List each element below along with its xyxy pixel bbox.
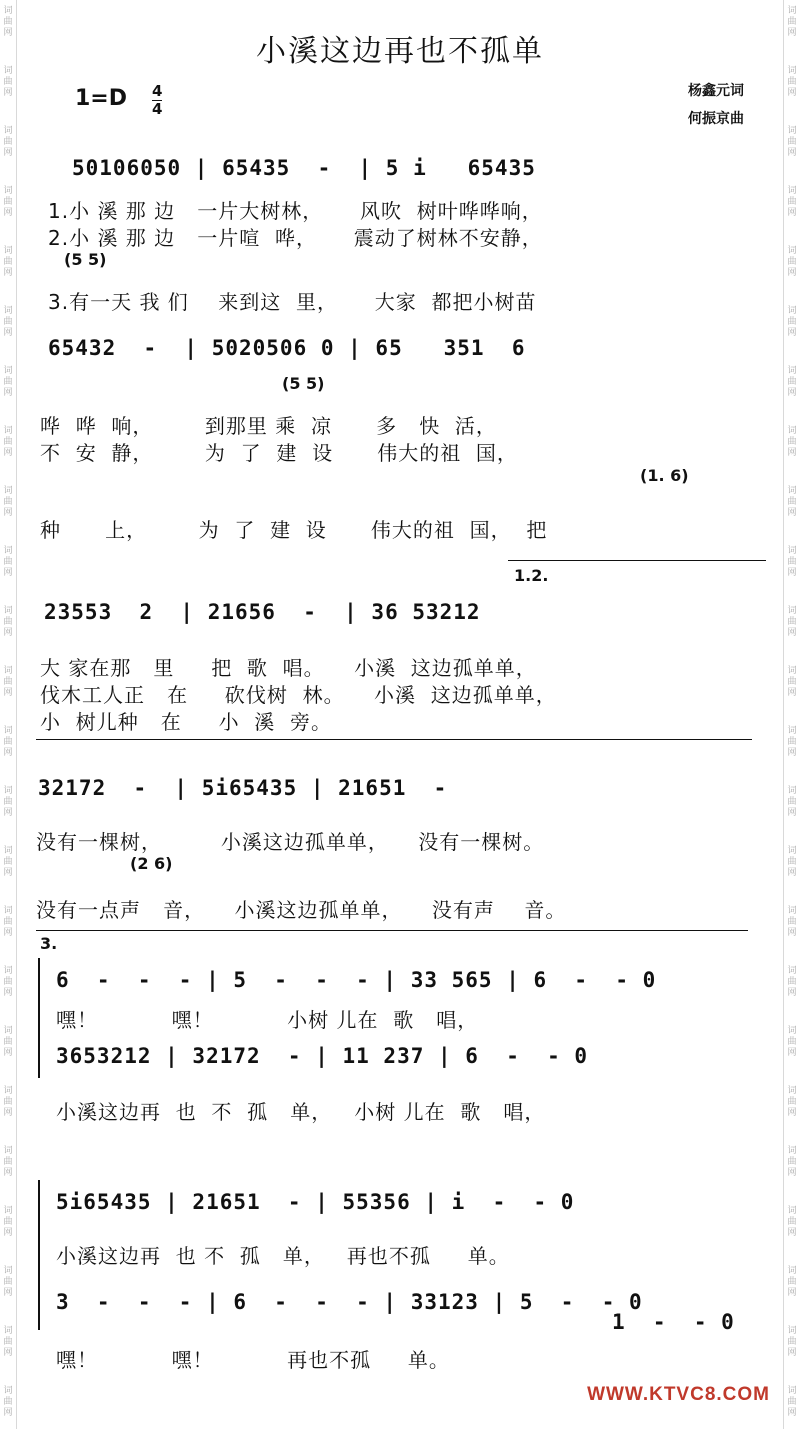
margin-watermark-char: 网: [3, 868, 13, 878]
margin-watermark-char: 网: [3, 88, 13, 98]
margin-watermark-char: 词: [3, 246, 13, 256]
margin-watermark-char: 曲: [787, 1217, 797, 1227]
lyric-line: 2.小 溪 那 边 一片喧 哗， 震动了树林不安静，: [48, 226, 543, 250]
margin-watermark-char: 网: [787, 328, 797, 338]
margin-watermark-char: 词: [3, 6, 13, 16]
paren-note: (5 5): [64, 250, 107, 269]
margin-watermark-char: 词: [787, 1086, 797, 1096]
margin-watermark-char: 词: [3, 486, 13, 496]
time-top: 4: [152, 82, 163, 100]
notation-row-3: 23553 2 | 21656 - | 36 53212: [44, 600, 481, 624]
lyric-line: 没有一棵树， 小溪这边孤单单， 没有一棵树。: [36, 830, 545, 854]
notation-row-4: 32172 - | 5i65435 | 21651 -: [38, 776, 448, 800]
margin-watermark-char: 曲: [787, 1037, 797, 1047]
margin-watermark-char: 曲: [787, 497, 797, 507]
margin-watermark-char: 网: [787, 1108, 797, 1118]
margin-watermark-char: 词: [787, 366, 797, 376]
margin-watermark-char: 曲: [787, 677, 797, 687]
notation-row-7: 5i65435 | 21651 - | 55356 | i - - 0: [56, 1190, 575, 1214]
margin-watermark-char: 网: [787, 688, 797, 698]
margin-watermark-char: 词: [787, 306, 797, 316]
margin-watermark-char: 词: [787, 126, 797, 136]
lyric-line: 小 树儿种 在 小 溪 旁。: [40, 710, 333, 734]
margin-watermark-char: 词: [787, 666, 797, 676]
margin-watermark-char: 曲: [787, 917, 797, 927]
margin-watermark-char: 网: [787, 388, 797, 398]
margin-watermark-char: 曲: [3, 1217, 13, 1227]
margin-watermark-char: 网: [787, 988, 797, 998]
system-brace: [38, 1180, 40, 1330]
margin-watermark-char: 网: [3, 988, 13, 998]
paren-note: (1. 6): [640, 466, 689, 485]
margin-watermark-char: 曲: [3, 1157, 13, 1167]
margin-watermark-char: 曲: [3, 797, 13, 807]
margin-watermark-char: 词: [787, 1266, 797, 1276]
volta-3-label: 3.: [40, 934, 58, 953]
margin-watermark-char: 网: [3, 148, 13, 158]
margin-watermark-char: 网: [3, 1048, 13, 1058]
margin-watermark-char: 词: [3, 1086, 13, 1096]
margin-watermark-char: 词: [787, 1386, 797, 1396]
margin-watermark-char: 曲: [787, 197, 797, 207]
margin-watermark-char: 曲: [787, 1157, 797, 1167]
margin-watermark-char: 词: [3, 546, 13, 556]
lyric-line: 1.小 溪 那 边 一片大树林， 风吹 树叶哗哗响，: [48, 199, 543, 223]
margin-watermark-char: 词: [3, 306, 13, 316]
margin-watermark-char: 网: [3, 688, 13, 698]
margin-watermark-char: 网: [787, 928, 797, 938]
margin-watermark-char: 网: [3, 1348, 13, 1358]
margin-watermark-char: 曲: [3, 917, 13, 927]
margin-watermark-char: 词: [787, 486, 797, 496]
margin-watermark-char: 网: [3, 1408, 13, 1418]
lyricist-credit: 杨鑫元词: [688, 83, 744, 99]
margin-watermark-char: 曲: [3, 557, 13, 567]
lyric-line: 小溪这边再 也 不 孤 单， 再也不孤 单。: [56, 1244, 510, 1268]
right-margin-strip: [783, 0, 800, 1429]
margin-watermark-char: 词: [787, 246, 797, 256]
margin-watermark-char: 词: [3, 1206, 13, 1216]
margin-watermark-char: 曲: [787, 1277, 797, 1287]
left-margin-strip: [0, 0, 17, 1429]
section-rule: [36, 739, 752, 740]
margin-watermark-char: 网: [3, 628, 13, 638]
margin-watermark-char: 词: [787, 426, 797, 436]
margin-watermark-char: 网: [787, 268, 797, 278]
margin-watermark-char: 网: [787, 868, 797, 878]
margin-watermark-char: 网: [787, 568, 797, 578]
margin-watermark-char: 词: [787, 1026, 797, 1036]
margin-watermark-char: 网: [3, 508, 13, 518]
margin-watermark-char: 曲: [787, 797, 797, 807]
margin-watermark-char: 曲: [3, 17, 13, 27]
key-signature: 1=D: [75, 86, 128, 111]
notation-row-1: 50106050 | 65435 - | 5 i 65435: [72, 156, 536, 180]
margin-watermark-char: 曲: [3, 317, 13, 327]
margin-watermark-char: 词: [3, 426, 13, 436]
margin-watermark-char: 词: [3, 366, 13, 376]
margin-watermark-char: 网: [3, 208, 13, 218]
margin-watermark-char: 网: [787, 208, 797, 218]
margin-watermark-char: 词: [3, 1266, 13, 1276]
margin-watermark-char: 曲: [3, 77, 13, 87]
margin-watermark-char: 曲: [3, 857, 13, 867]
volta-1-2-label: 1.2.: [514, 566, 549, 585]
margin-watermark-char: 网: [787, 808, 797, 818]
margin-watermark-char: 曲: [3, 977, 13, 987]
margin-watermark-char: 网: [787, 1048, 797, 1058]
margin-watermark-char: 词: [3, 846, 13, 856]
margin-watermark-char: 词: [3, 906, 13, 916]
song-title: 小溪这边再也不孤单: [256, 34, 544, 69]
margin-watermark-char: 网: [787, 1228, 797, 1238]
margin-watermark-char: 网: [3, 388, 13, 398]
margin-watermark-char: 曲: [787, 77, 797, 87]
composer-credit: 何振京曲: [688, 111, 744, 127]
margin-watermark-char: 词: [3, 726, 13, 736]
margin-watermark-char: 网: [3, 1288, 13, 1298]
margin-watermark-char: 词: [3, 1026, 13, 1036]
margin-watermark-char: 曲: [3, 1097, 13, 1107]
lyric-line: 种 上， 为 了 建 设 伟大的祖 国， 把: [40, 518, 548, 542]
margin-watermark-char: 词: [787, 1326, 797, 1336]
margin-watermark-char: 词: [787, 1206, 797, 1216]
margin-watermark-char: 曲: [787, 437, 797, 447]
margin-watermark-char: 曲: [787, 857, 797, 867]
margin-watermark-char: 曲: [3, 497, 13, 507]
margin-watermark-char: 词: [3, 666, 13, 676]
margin-watermark-char: 词: [3, 66, 13, 76]
margin-watermark-char: 词: [787, 66, 797, 76]
margin-watermark-char: 网: [787, 1168, 797, 1178]
lyric-line: 伐木工人正 在 砍伐树 林。 小溪 这边孤单单，: [40, 683, 557, 707]
notation-row-8: 3 - - - | 6 - - - | 33123 | 5 - - 0: [56, 1290, 643, 1314]
margin-watermark-char: 词: [3, 186, 13, 196]
system-brace: [38, 958, 40, 1078]
margin-watermark-char: 词: [787, 786, 797, 796]
volta-bracket: [508, 560, 766, 561]
margin-watermark-char: 曲: [3, 437, 13, 447]
lyric-line: 没有一点声 音， 小溪这边孤单单， 没有声 音。: [36, 898, 567, 922]
margin-watermark-char: 网: [3, 568, 13, 578]
margin-watermark-char: 网: [787, 508, 797, 518]
margin-watermark-char: 网: [3, 808, 13, 818]
margin-watermark-char: 曲: [3, 137, 13, 147]
margin-watermark-char: 词: [3, 966, 13, 976]
margin-watermark-char: 曲: [787, 1397, 797, 1407]
margin-watermark-char: 网: [3, 1108, 13, 1118]
margin-watermark-char: 曲: [787, 557, 797, 567]
margin-watermark-char: 网: [3, 928, 13, 938]
margin-watermark-char: 词: [787, 726, 797, 736]
margin-watermark-char: 网: [3, 1228, 13, 1238]
margin-watermark-char: 词: [3, 1326, 13, 1336]
margin-watermark-char: 网: [787, 1288, 797, 1298]
margin-watermark-char: 词: [787, 546, 797, 556]
margin-watermark-char: 曲: [3, 677, 13, 687]
margin-watermark-char: 网: [787, 148, 797, 158]
margin-watermark-char: 词: [3, 1146, 13, 1156]
lyric-line: 嘿！ 嘿！ 小树 儿在 歌 唱，: [56, 1008, 479, 1032]
margin-watermark-char: 网: [787, 1408, 797, 1418]
margin-watermark-char: 网: [787, 448, 797, 458]
margin-watermark-char: 曲: [3, 377, 13, 387]
margin-watermark-char: 词: [787, 1146, 797, 1156]
margin-watermark-char: 网: [3, 448, 13, 458]
paren-note: (5 5): [282, 374, 325, 393]
lyric-line: 3.有一天 我 们 来到这 里， 大家 都把小树苗: [48, 290, 537, 314]
margin-watermark-char: 词: [787, 186, 797, 196]
notation-row-2: 65432 - | 5020506 0 | 65 351 6: [48, 336, 526, 360]
margin-watermark-char: 曲: [3, 1337, 13, 1347]
margin-watermark-char: 网: [787, 748, 797, 758]
lyric-line: 嘿！ 嘿！ 再也不孤 单。: [56, 1348, 450, 1372]
time-bottom: 4: [152, 100, 163, 118]
margin-watermark-char: 曲: [787, 617, 797, 627]
margin-watermark-char: 曲: [3, 737, 13, 747]
margin-watermark-char: 网: [787, 628, 797, 638]
margin-watermark-char: 词: [787, 966, 797, 976]
margin-watermark-char: 曲: [787, 17, 797, 27]
margin-watermark-char: 曲: [787, 137, 797, 147]
lyric-line: 大 家在那 里 把 歌 唱。 小溪 这边孤单单，: [40, 656, 537, 680]
margin-watermark-char: 网: [3, 1168, 13, 1178]
paren-note: (2 6): [130, 854, 173, 873]
margin-watermark-char: 词: [3, 786, 13, 796]
margin-watermark-char: 词: [3, 126, 13, 136]
margin-watermark-char: 网: [787, 88, 797, 98]
margin-watermark-char: 网: [3, 268, 13, 278]
margin-watermark-char: 词: [3, 1386, 13, 1396]
volta-bracket: [36, 930, 748, 931]
margin-watermark-char: 曲: [787, 377, 797, 387]
lyric-line: 不 安 静， 为 了 建 设 伟大的祖 国，: [40, 441, 518, 465]
margin-watermark-char: 曲: [3, 197, 13, 207]
final-lower-note: 1 - - 0: [612, 1310, 735, 1334]
margin-watermark-char: 词: [787, 846, 797, 856]
margin-watermark-char: 网: [3, 28, 13, 38]
margin-watermark-char: 词: [787, 906, 797, 916]
margin-watermark-char: 词: [3, 606, 13, 616]
site-watermark: WWW.KTVC8.COM: [587, 1384, 770, 1405]
margin-watermark-char: 网: [3, 748, 13, 758]
margin-watermark-char: 曲: [787, 317, 797, 327]
margin-watermark-char: 曲: [3, 1397, 13, 1407]
notation-row-6: 3653212 | 32172 - | 11 237 | 6 - - 0: [56, 1044, 589, 1068]
lyric-line: 哗 哗 响， 到那里 乘 凉 多 快 活，: [40, 414, 497, 438]
margin-watermark-char: 词: [787, 6, 797, 16]
margin-watermark-char: 曲: [787, 1337, 797, 1347]
margin-watermark-char: 曲: [3, 617, 13, 627]
margin-watermark-char: 曲: [787, 977, 797, 987]
margin-watermark-char: 曲: [3, 257, 13, 267]
lyric-line: 小溪这边再 也 不 孤 单， 小树 儿在 歌 唱，: [56, 1100, 546, 1124]
notation-row-5: 6 - - - | 5 - - - | 33 565 | 6 - - 0: [56, 968, 657, 992]
margin-watermark-char: 曲: [787, 1097, 797, 1107]
time-signature: [152, 83, 162, 118]
margin-watermark-char: 词: [787, 606, 797, 616]
margin-watermark-char: 网: [787, 1348, 797, 1358]
margin-watermark-char: 曲: [787, 737, 797, 747]
margin-watermark-char: 曲: [3, 1277, 13, 1287]
margin-watermark-char: 网: [3, 328, 13, 338]
margin-watermark-char: 曲: [787, 257, 797, 267]
margin-watermark-char: 曲: [3, 1037, 13, 1047]
margin-watermark-char: 网: [787, 28, 797, 38]
